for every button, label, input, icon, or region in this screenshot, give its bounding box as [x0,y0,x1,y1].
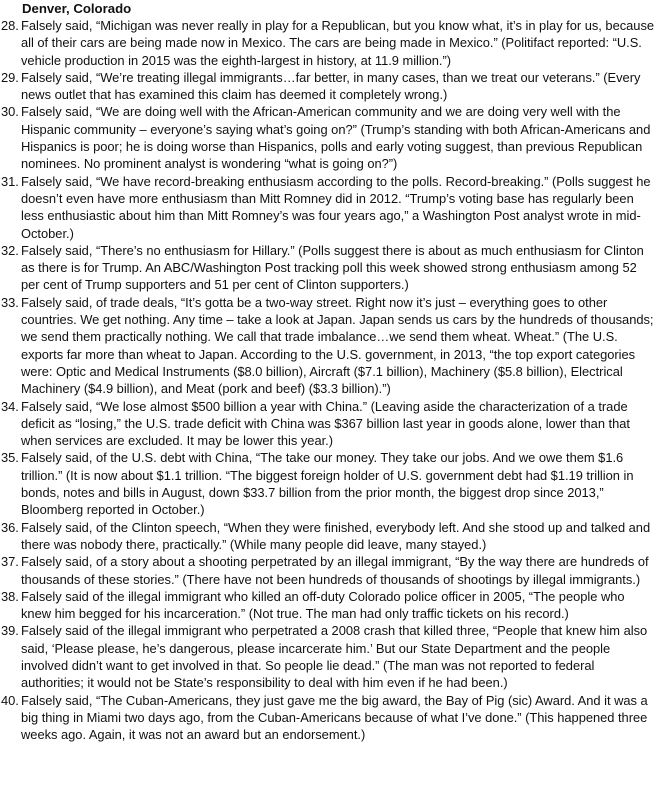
item-text: Falsely said, “We have record-breaking enthusiasm according to the polls. Record-breaking.” (Polls suggest he doesn’t even have more enthusiasm than Mitt Romney did in 2012. “Trump’s voting base has regularly been less enthusiastic about him than Mitt Romney’s was four years ago,” a Washington Post analyst wrote in mid-October.) [21,173,651,241]
item-text: Falsely said, “We’re treating illegal immigrants…far better, in many cases, than we treat our veterans.” (Every news outlet that has examined this claim has deemed it completely wrong.) [21,69,641,103]
list-item [0,622,657,691]
item-number: 38. [1,588,19,604]
list-item [0,69,657,104]
list-item [0,692,657,744]
item-text: Falsely said, “We lose almost $500 billion a year with China.” (Leaving aside the characterization of a trade deficit as “losing,” the U.S. trade deficit with China was $367 billion last year in goods alone, lower than that when services are excluded. It may be lower this year.) [21,398,630,449]
list-item [0,103,657,172]
item-number: 36. [1,519,19,535]
item-number: 33. [1,294,19,310]
list-item [0,553,657,588]
item-text: Falsely said, of trade deals, “It’s gotta be a two-way street. Right now it’s just – everything goes to other countries. We get nothing. Any time – take a look at Japan. Japan sends us cars by the hundreds of thousands; we send them practically nothing. We call that trade imbalance…we send them wheat. Wheat.” (The U.S. exports far more than wheat to Japan. According to the U.S. government, in 2013, “the top export categories were: Optic and Medical Instruments ($8.0 billion), Aircraft ($7.1 billion), Machinery ($5.8 billion), Electrical Machinery ($4.9 billion), and Meat (pork and beef) ($3.3 billion).”) [21,294,654,397]
item-number: 28. [1,18,19,33]
item-text: Falsely said of the illegal immigrant who killed an off-duty Colorado police officer in 2005, “The people who knew him begged for his incarceration.” (Not true. The man had only traffic tickets on his record.) [21,588,625,622]
item-number: 32. [1,242,19,258]
list-item [0,242,657,294]
item-number: 31. [1,173,19,189]
item-number: 40. [1,692,19,708]
item-text: Falsely said, of the Clinton speech, “When they were finished, everybody left. And she stood up and talked and there was nobody there, practically.” (While many people did leave, many stayed.) [21,519,651,552]
item-text: Falsely said, “There’s no enthusiasm for Hillary.” (Polls suggest there is about as much enthusiasm for Clinton as there is for Trump. An ABC/Washington Post tracking poll this week showed strong enthusiasm among 52 per cent of Trump supporters and 51 per cent of Clinton supporters.) [21,242,644,293]
item-text: Falsely said, “The Cuban-Americans, they just gave me the big award, the Bay of Pig (sic) Award. And it was a big thing in Miami two days ago, from the Cuban-Americans because of what I’ve done.” (This happened three weeks ago. Again, it was not an award but an endorsement.) [21,692,648,743]
item-number: 35. [1,450,19,466]
list-item [0,449,657,518]
list-item [0,398,657,450]
list-item [0,17,657,69]
item-text: Falsely said, of the U.S. debt with China, “The take our money. They take our jobs. And we owe them $1.6 trillion.” (It is now about $1.1 trillion. “The biggest foreign holder of U.S. government debt had $1.19 trillion in bonds, notes and bills in August, down $33.7 billion from the prior month, the biggest drop since 2013,” Bloomberg reported in October.) [21,450,634,518]
item-text: Falsely said, “Michigan was never really in play for a Republican, but you know what, it’s in play for us, because all of their cars are being made now in Mexico. The cars are being made in Mexico.” (Politifact reported: “U.S. vehicle production in 2015 was the eighth-largest in history, at 11.9 million.”) [21,18,655,68]
item-number: 30. [1,104,19,120]
item-number: 29. [1,69,19,85]
list-item [0,519,657,554]
list-item [0,173,657,242]
item-text: Falsely said of the illegal immigrant who perpetrated a 2008 crash that killed three, “People that knew him also said, ‘Please please, he’s dangerous, please incarcerate him.’ But our State Department and the people involved didn’t want to get involved in that. So people lie dead.” (The man was not reported to federal authorities; it would not be State’s responsibility to deal with him even if he had been.) [21,623,648,691]
item-number: 39. [1,623,19,639]
item-number: 37. [1,554,19,570]
claims-list [0,17,657,743]
item-number: 34. [1,398,19,414]
item-text: Falsely said, of a story about a shooting perpetrated by an illegal immigrant, “By the way there are hundreds of thousands of these stories.” (There have not been hundreds of thousands of shootings by illegal immigrants.) [21,554,649,587]
list-item [0,588,657,623]
list-item [0,294,657,398]
location-heading: Denver, Colorado [22,1,132,16]
item-text: Falsely said, “We are doing well with the African-American community and we are doing very well with the Hispanic community – everyone’s saying what’s going on?” (Trump’s standing with both African-Americans and Hispanics is poor; he is doing worse than Hispanics, polls and early voting suggest, than previous Republican nominees. No prominent analyst is wondering “what is going on?”) [21,104,651,172]
